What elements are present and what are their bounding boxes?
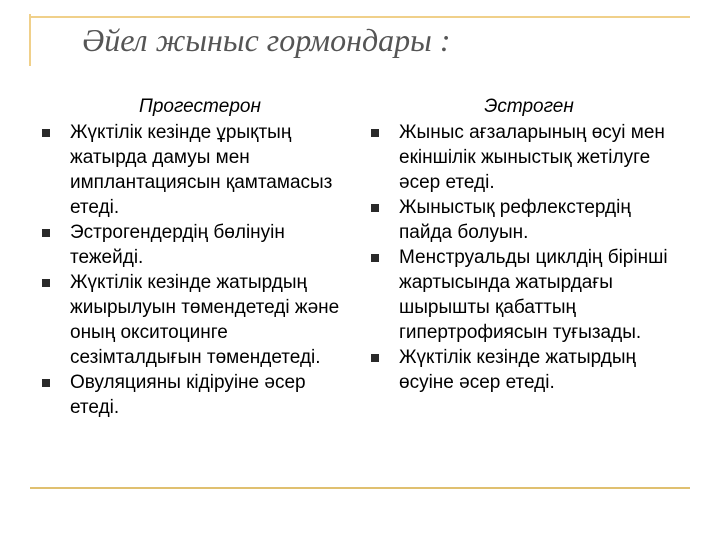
square-bullet-icon bbox=[371, 204, 379, 212]
decorative-bottom-line bbox=[30, 487, 690, 489]
list-item-text: Менструальды циклдің бірінші жартысында жатырдағы шырышты қабаттың гипертрофиясын туғызады. bbox=[399, 247, 668, 343]
list-item-text: Эстрогендердің бөлінуін тежейді. bbox=[70, 222, 285, 268]
estrogen-heading: Эстроген bbox=[484, 96, 574, 117]
list-item-text: Жыныстық рефлекстердің пайда болуын. bbox=[399, 197, 631, 243]
list-item bbox=[369, 345, 689, 395]
slide-title: Әйел жыныс гормондары : bbox=[82, 22, 451, 58]
decorative-vertical-line bbox=[29, 14, 31, 66]
list-item bbox=[40, 220, 350, 270]
square-bullet-icon bbox=[371, 354, 379, 362]
estrogen-list bbox=[369, 120, 689, 395]
list-item-text: Жыныс ағзаларының өсуі мен екіншілік жыныстық жетілуге әсер етеді. bbox=[399, 122, 665, 193]
decorative-top-line bbox=[30, 16, 690, 18]
list-item-text: Жүктілік кезінде жатырдың жиырылуын төмендетеді және оның окситоцинге сезімталдығын төмендетеді. bbox=[70, 272, 340, 368]
list-item bbox=[369, 120, 689, 195]
list-item bbox=[40, 270, 350, 370]
progesterone-list bbox=[40, 120, 350, 420]
list-item bbox=[40, 370, 350, 420]
square-bullet-icon bbox=[42, 379, 50, 387]
square-bullet-icon bbox=[371, 129, 379, 137]
list-item-text: Жүктілік кезінде жатырдың өсуіне әсер етеді. bbox=[399, 347, 637, 393]
list-item-text: Овуляцияны кідіруіне әсер етеді. bbox=[70, 372, 306, 418]
progesterone-column bbox=[40, 96, 350, 420]
estrogen-column bbox=[369, 96, 689, 395]
progesterone-heading: Прогестерон bbox=[139, 96, 261, 117]
list-item bbox=[369, 245, 689, 345]
square-bullet-icon bbox=[371, 254, 379, 262]
square-bullet-icon bbox=[42, 279, 50, 287]
square-bullet-icon bbox=[42, 129, 50, 137]
list-item bbox=[40, 120, 350, 220]
list-item bbox=[369, 195, 689, 245]
square-bullet-icon bbox=[42, 229, 50, 237]
list-item-text: Жүктілік кезінде ұрықтың жатырда дамуы мен имплантациясын қамтамасыз етеді. bbox=[70, 122, 333, 218]
